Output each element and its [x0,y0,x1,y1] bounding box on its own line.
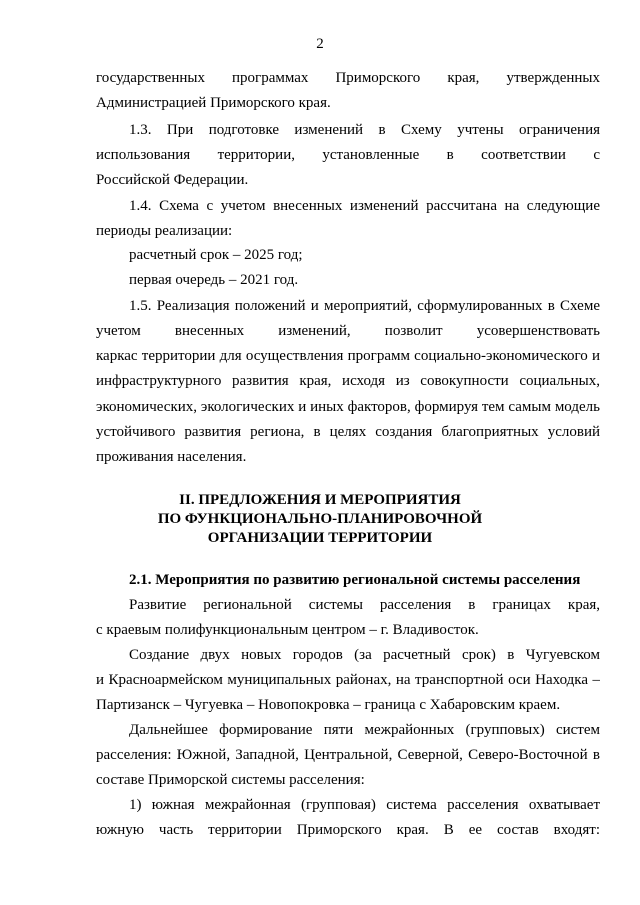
text-line: расчетный срок – 2025 год; [129,247,303,263]
text-line: устойчивого развития региона, в целях создания благоприятных условий [96,424,600,440]
text-line: южную часть территории Приморского края. В ее состав входят: [96,822,600,838]
text-line: государственных программах Приморского края, утвержденных [96,70,600,86]
section-heading: ОРГАНИЗАЦИИ ТЕРРИТОРИИ [207,530,433,546]
text-line: расселения: Южной, Западной, Центральной, Северной, Северо-Восточной в [96,747,600,763]
section-heading: II. ПРЕДЛОЖЕНИЯ И МЕРОПРИЯТИЯ [179,492,461,508]
text-line: проживания населения. [96,449,247,465]
page-number: 2 [316,36,324,52]
text-line: Дальнейшее формирование пяти межрайонных (групповых) систем [129,722,600,738]
text-line: каркас территории для осуществления программ социально-экономического и [96,348,600,364]
text-line: Развитие региональной системы расселения в границах края, [129,597,600,613]
text-line: инфраструктурного развития края, исходя из совокупности социальных, [96,373,600,389]
text-line: составе Приморской системы расселения: [96,772,365,788]
text-line: Создание двух новых городов (за расчетный срок) в Чугуевском [129,647,600,663]
text-line: учетом внесенных изменений, позволит усовершенствовать [96,323,600,339]
text-line: использования территории, установленные в соответствии с [96,147,600,163]
text-line: 1.3. При подготовке изменений в Схему учтены ограничения [129,122,600,138]
text-line: 1.4. Схема с учетом внесенных изменений рассчитана на следующие [129,198,600,214]
text-line: 1.5. Реализация положений и мероприятий, сформулированных в Схеме [129,298,600,314]
text-line: и Красноармейском муниципальных районах, на транспортной оси Находка – [96,672,600,688]
subsection-heading: 2.1. Мероприятия по развитию региональной системы расселения [129,572,581,588]
text-line: Администрацией Приморского края. [96,95,331,111]
text-line: с краевым полифункциональным центром – г. Владивосток. [96,622,479,638]
section-heading: ПО ФУНКЦИОНАЛЬНО-ПЛАНИРОВОЧНОЙ [157,511,483,527]
text-line: Российской Федерации. [96,172,249,188]
text-line: 1) южная межрайонная (групповая) система расселения охватывает [129,797,600,813]
text-line: периоды реализации: [96,223,233,239]
text-line: первая очередь – 2021 год. [129,272,299,288]
text-line: Партизанск – Чугуевка – Новопокровка – граница с Хабаровским краем. [96,697,561,713]
text-line: экономических, экологических и иных факторов, формируя тем самым модель [96,399,600,415]
